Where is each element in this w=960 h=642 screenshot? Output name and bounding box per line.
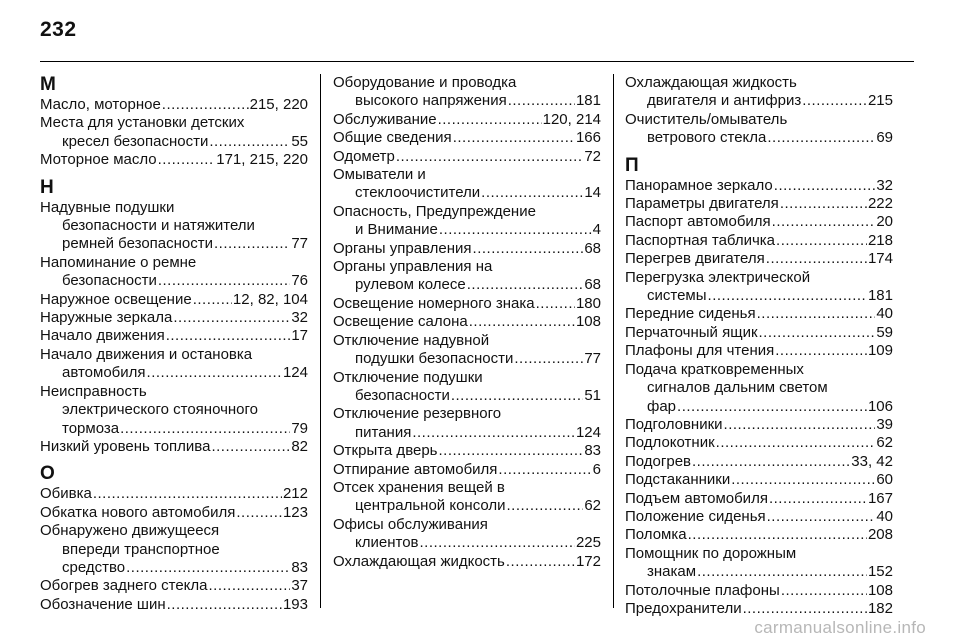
dot-leader [775,342,867,360]
dot-leader [211,438,290,456]
index-entry [625,324,893,342]
entry-page-ref[interactable]: 172 [575,552,601,570]
entry-page-ref[interactable]: 79 [291,419,308,437]
index-column-1 [40,74,308,614]
index-entry [333,369,601,406]
dot-leader [193,291,232,309]
dot-leader [767,508,876,526]
dot-leader [451,387,583,405]
dot-leader [724,416,876,434]
entry-page-ref[interactable]: 182 [867,599,893,617]
entry-term: Органы управления на [333,258,493,276]
entry-page-ref[interactable]: 108 [575,313,601,331]
entry-term: Напоминание о ремне [40,253,197,271]
entry-term: Опасность, Предупреждение [333,202,536,220]
entry-page-ref[interactable]: 174 [867,250,893,268]
entry-term-continuation: автомобиля [62,364,146,382]
dot-leader [214,235,290,253]
entry-page-ref[interactable]: 166 [575,129,601,147]
entry-term: Обивка [40,485,92,503]
entry-term: Места для установки детских [40,114,245,132]
index-entry [333,442,601,460]
dot-leader [158,272,290,290]
entry-term-continuation: ветрового стекла [647,129,767,147]
entry-page-ref[interactable]: 83 [291,558,308,576]
entry-term: Охлаждающая жидкость [625,74,797,91]
index-entry [40,346,308,383]
entry-term-continuation: стеклоочистители [355,184,481,202]
dot-leader [439,442,584,460]
entry-term: Подголовники [625,415,723,433]
entry-term: Офисы обслуживания [333,515,488,533]
dot-leader [781,582,867,600]
entry-page-ref[interactable]: 152 [867,563,893,581]
entry-term: Обогрев заднего стекла [40,577,208,595]
entry-term: Обнаружено движущееся [40,522,220,540]
entry-term: Отключение резервного [333,405,502,423]
entry-term: Отключение подушки [333,368,483,386]
dot-leader [688,526,867,544]
entry-page-ref[interactable]: 76 [291,272,308,290]
index-entry [625,177,893,195]
entry-term: Отпирание автомобиля [333,460,498,478]
entry-term: Подъем автомобиля [625,489,768,507]
index-entry [333,405,601,442]
entry-page-ref[interactable]: 20 [876,213,893,231]
entry-term: Открыта дверь [333,442,438,460]
section-letter: О [40,463,55,485]
entry-term: Параметры двигателя [625,195,779,213]
entry-term: Освещение салона [333,313,468,331]
dot-leader [506,553,575,571]
index-entry [625,305,893,323]
page-number: 232 [40,18,77,41]
dot-leader [692,453,850,471]
entry-page-ref[interactable]: 59 [876,323,893,341]
dot-leader [147,364,282,382]
entry-page-ref[interactable]: 218 [867,231,893,249]
entry-page-ref[interactable]: 17 [291,327,308,345]
index-column-2 [333,74,601,571]
entry-page-ref[interactable]: 68 [584,239,601,257]
index-entry [625,471,893,489]
entry-term: Начало движения [40,327,165,345]
index-entry [333,295,601,313]
entry-term-continuation: рулевом колесе [355,276,466,294]
dot-leader [166,327,291,345]
entry-term: Надувные подушки [40,198,175,216]
dot-leader [536,295,575,313]
index-entry [40,114,308,151]
index-entry [333,313,601,331]
entry-page-ref[interactable]: 181 [575,92,601,110]
section-letter: М [40,74,56,95]
entry-term-continuation: ремней безопасности [62,235,213,253]
dot-leader [507,497,584,515]
entry-page-ref[interactable]: 12, 82, 104 [232,290,308,308]
entry-page-ref[interactable]: 208 [867,526,893,544]
section-letter: П [625,154,639,176]
index-entry [625,342,893,360]
dot-leader [473,240,584,258]
entry-term: Поломка [625,526,687,544]
entry-page-ref[interactable]: 40 [876,305,893,323]
dot-leader [757,305,876,323]
entry-term-continuation: центральной консоли [355,497,506,515]
entry-page-ref[interactable]: 124 [282,364,308,382]
dot-leader [802,92,867,110]
entry-term: Одометр [333,147,395,165]
dot-leader [772,213,876,231]
entry-page-ref[interactable]: 69 [876,129,893,147]
entry-term-continuation: безопасности [355,386,450,404]
index-entry [40,151,308,169]
index-entry [40,438,308,456]
entry-page-ref[interactable]: 215 [867,92,893,110]
entry-term: Подстаканники [625,471,731,489]
dot-leader [420,534,575,552]
index-entry [333,332,601,369]
entry-page-ref[interactable]: 4 [592,221,601,239]
entry-page-ref[interactable]: 55 [291,132,308,150]
dot-leader [514,350,583,368]
entry-page-ref[interactable]: 33, 42 [851,452,893,470]
entry-term: Подлокотник [625,434,715,452]
index-entry [625,269,893,306]
entry-page-ref[interactable]: 6 [592,460,601,478]
index-entry [625,361,893,416]
entry-page-ref[interactable]: 167 [867,489,893,507]
index-entry [625,545,893,582]
entry-page-ref[interactable]: 171, 215, 220 [216,151,308,169]
entry-term: Панорамное зеркало [625,176,773,194]
index-entry [40,577,308,595]
entry-term-continuation: двигателя и антифриз [647,92,802,110]
entry-term: Обкатка нового автомобиля [40,503,236,521]
dot-leader [167,596,282,614]
entry-page-ref[interactable]: 123 [282,503,308,521]
entry-term: Низкий уровень топлива [40,437,211,455]
entry-term: Освещение номерного знака [333,294,535,312]
entry-term-continuation: безопасности и натяжители [62,217,255,235]
dot-leader [759,324,876,342]
entry-term: Масло, моторное [40,96,161,113]
entry-page-ref[interactable]: 222 [867,195,893,213]
entry-term: Отключение надувной [333,331,490,349]
entry-page-ref[interactable]: 37 [291,577,308,595]
dot-leader [469,313,575,331]
entry-page-ref[interactable]: 40 [876,507,893,525]
index-entry [40,309,308,327]
index-entry [333,461,601,479]
dot-leader [498,461,591,479]
dot-leader [467,276,584,294]
entry-term: Неисправность [40,382,147,400]
entry-term: Наружные зеркала [40,309,173,327]
index-entry [333,166,601,203]
dot-leader [120,420,290,438]
entry-term: Перегрев двигателя [625,250,765,268]
entry-page-ref[interactable]: 83 [584,442,601,460]
entry-page-ref[interactable]: 215, 220 [249,96,308,113]
entry-term: Обслуживание [333,110,437,128]
dot-leader [780,195,867,213]
entry-page-ref[interactable]: 68 [584,276,601,294]
entry-page-ref[interactable]: 62 [584,497,601,515]
entry-term-continuation: клиентов [355,534,419,552]
index-entry [625,508,893,526]
entry-term: Моторное масло [40,151,157,169]
index-entry [40,383,308,438]
entry-term-continuation: питания [355,423,412,441]
dot-leader [769,490,867,508]
entry-term: Положение сиденья [625,507,766,525]
entry-term-continuation: средство [62,558,126,576]
dot-leader [743,600,867,618]
dot-leader [776,232,867,250]
entry-page-ref[interactable]: 225 [575,534,601,552]
index-entry [333,148,601,166]
entry-page-ref[interactable]: 14 [584,184,601,202]
dot-leader [93,485,282,503]
entry-term-continuation: знакам [647,563,697,581]
entry-term-continuation: сигналов дальним светом [647,379,828,397]
index-entry [333,479,601,516]
dot-leader [173,309,290,327]
entry-term: Общие сведения [333,129,452,147]
index-entry [333,553,601,571]
index-entry [625,434,893,452]
entry-term: Перегрузка электрической [625,268,811,286]
entry-term: Передние сиденья [625,305,756,323]
dot-leader [453,129,575,147]
entry-term: Предохранители [625,599,742,617]
index-entry [333,203,601,240]
entry-page-ref[interactable]: 109 [867,342,893,360]
entry-term-continuation: тормоза [62,419,120,437]
dot-leader [766,250,867,268]
dot-leader [481,184,583,202]
entry-term-continuation: системы [647,287,707,305]
header-rule [40,61,914,62]
index-entry [333,111,601,129]
entry-term-continuation: и Внимание [355,221,438,239]
entry-page-ref[interactable]: 193 [282,595,308,613]
dot-leader [508,92,575,110]
index-entry [625,74,893,111]
index-entry [40,199,308,254]
index-entry [625,213,893,231]
entry-page-ref[interactable]: 108 [867,581,893,599]
entry-page-ref[interactable]: 77 [291,235,308,253]
entry-term-continuation: кресел безопасности [62,132,209,150]
index-entry [333,74,601,111]
entry-term: Паспортная табличка [625,231,776,249]
entry-term-continuation: электрического стояночного [62,401,259,419]
column-divider [613,74,614,608]
index-entry [40,596,308,614]
entry-term: Оборудование и проводка [333,74,517,91]
index-entry [333,129,601,147]
index-entry [625,526,893,544]
dot-leader [716,434,876,452]
entry-term-continuation: подушки безопасности [355,350,514,368]
index-entry [625,195,893,213]
dot-leader [209,577,291,595]
entry-term: Паспорт автомобиля [625,213,771,231]
entry-term: Потолочные плафоны [625,581,780,599]
index-entry [40,485,308,503]
entry-page-ref[interactable]: 32 [876,176,893,194]
section-letter: Н [40,176,54,198]
entry-term-continuation: впереди транспортное [62,540,220,558]
index-entry [625,453,893,471]
entry-page-ref[interactable]: 72 [584,147,601,165]
dot-leader [438,111,542,129]
index-entry [333,258,601,295]
entry-page-ref[interactable]: 180 [575,294,601,312]
dot-leader [677,398,867,416]
dot-leader [697,563,867,581]
column-divider [320,74,321,608]
entry-page-ref[interactable]: 51 [584,386,601,404]
index-entry [40,254,308,291]
dot-leader [162,96,249,114]
entry-page-ref[interactable]: 77 [584,350,601,368]
index-entry [625,232,893,250]
entry-term: Наружное освещение [40,290,192,308]
index-entry [625,111,893,148]
entry-term: Омыватели и [333,166,426,184]
entry-page-ref[interactable]: 212 [282,485,308,503]
dot-leader [236,504,282,522]
index-entry [40,291,308,309]
entry-term: Подача кратковременных [625,360,804,378]
index-entry [40,96,308,114]
index-entry [625,600,893,618]
entry-term: Очиститель/омыватель [625,110,788,128]
dot-leader [439,221,592,239]
index-entry [40,504,308,522]
entry-term: Помощник по дорожным [625,544,797,562]
entry-term: Обозначение шин [40,595,166,613]
index-entry [625,250,893,268]
entry-page-ref[interactable]: 62 [876,434,893,452]
index-entry [333,516,601,553]
dot-leader [412,424,575,442]
entry-page-ref[interactable]: 181 [867,287,893,305]
index-column-3 [625,74,893,618]
dot-leader [774,177,876,195]
entry-term: Начало движения и остановка [40,345,253,363]
index-entry [40,522,308,577]
entry-term-continuation: безопасности [62,272,157,290]
entry-page-ref[interactable]: 82 [291,437,308,455]
dot-leader [396,148,584,166]
entry-term-continuation: фар [647,397,677,415]
entry-term: Подогрев [625,452,692,470]
entry-term-continuation: высокого напряжения [355,92,507,110]
entry-page-ref[interactable]: 124 [575,423,601,441]
index-entry [625,582,893,600]
index-entry [40,327,308,345]
dot-leader [209,133,290,151]
dot-leader [767,129,875,147]
entry-page-ref[interactable]: 60 [876,471,893,489]
entry-page-ref[interactable]: 106 [867,397,893,415]
entry-page-ref[interactable]: 39 [876,415,893,433]
dot-leader [126,559,290,577]
index-entry [333,240,601,258]
entry-term: Охлаждающая жидкость [333,552,505,570]
entry-term: Отсек хранения вещей в [333,478,505,496]
entry-page-ref[interactable]: 120, 214 [542,110,601,128]
index-entry [625,416,893,434]
watermark: carmanualsonline.info [754,618,926,637]
dot-leader [158,151,216,169]
dot-leader [708,287,867,305]
dot-leader [731,471,875,489]
entry-page-ref[interactable]: 32 [291,309,308,327]
entry-term: Органы управления [333,239,472,257]
index-entry [625,490,893,508]
entry-term: Перчаточный ящик [625,323,758,341]
entry-term: Плафоны для чтения [625,342,775,360]
